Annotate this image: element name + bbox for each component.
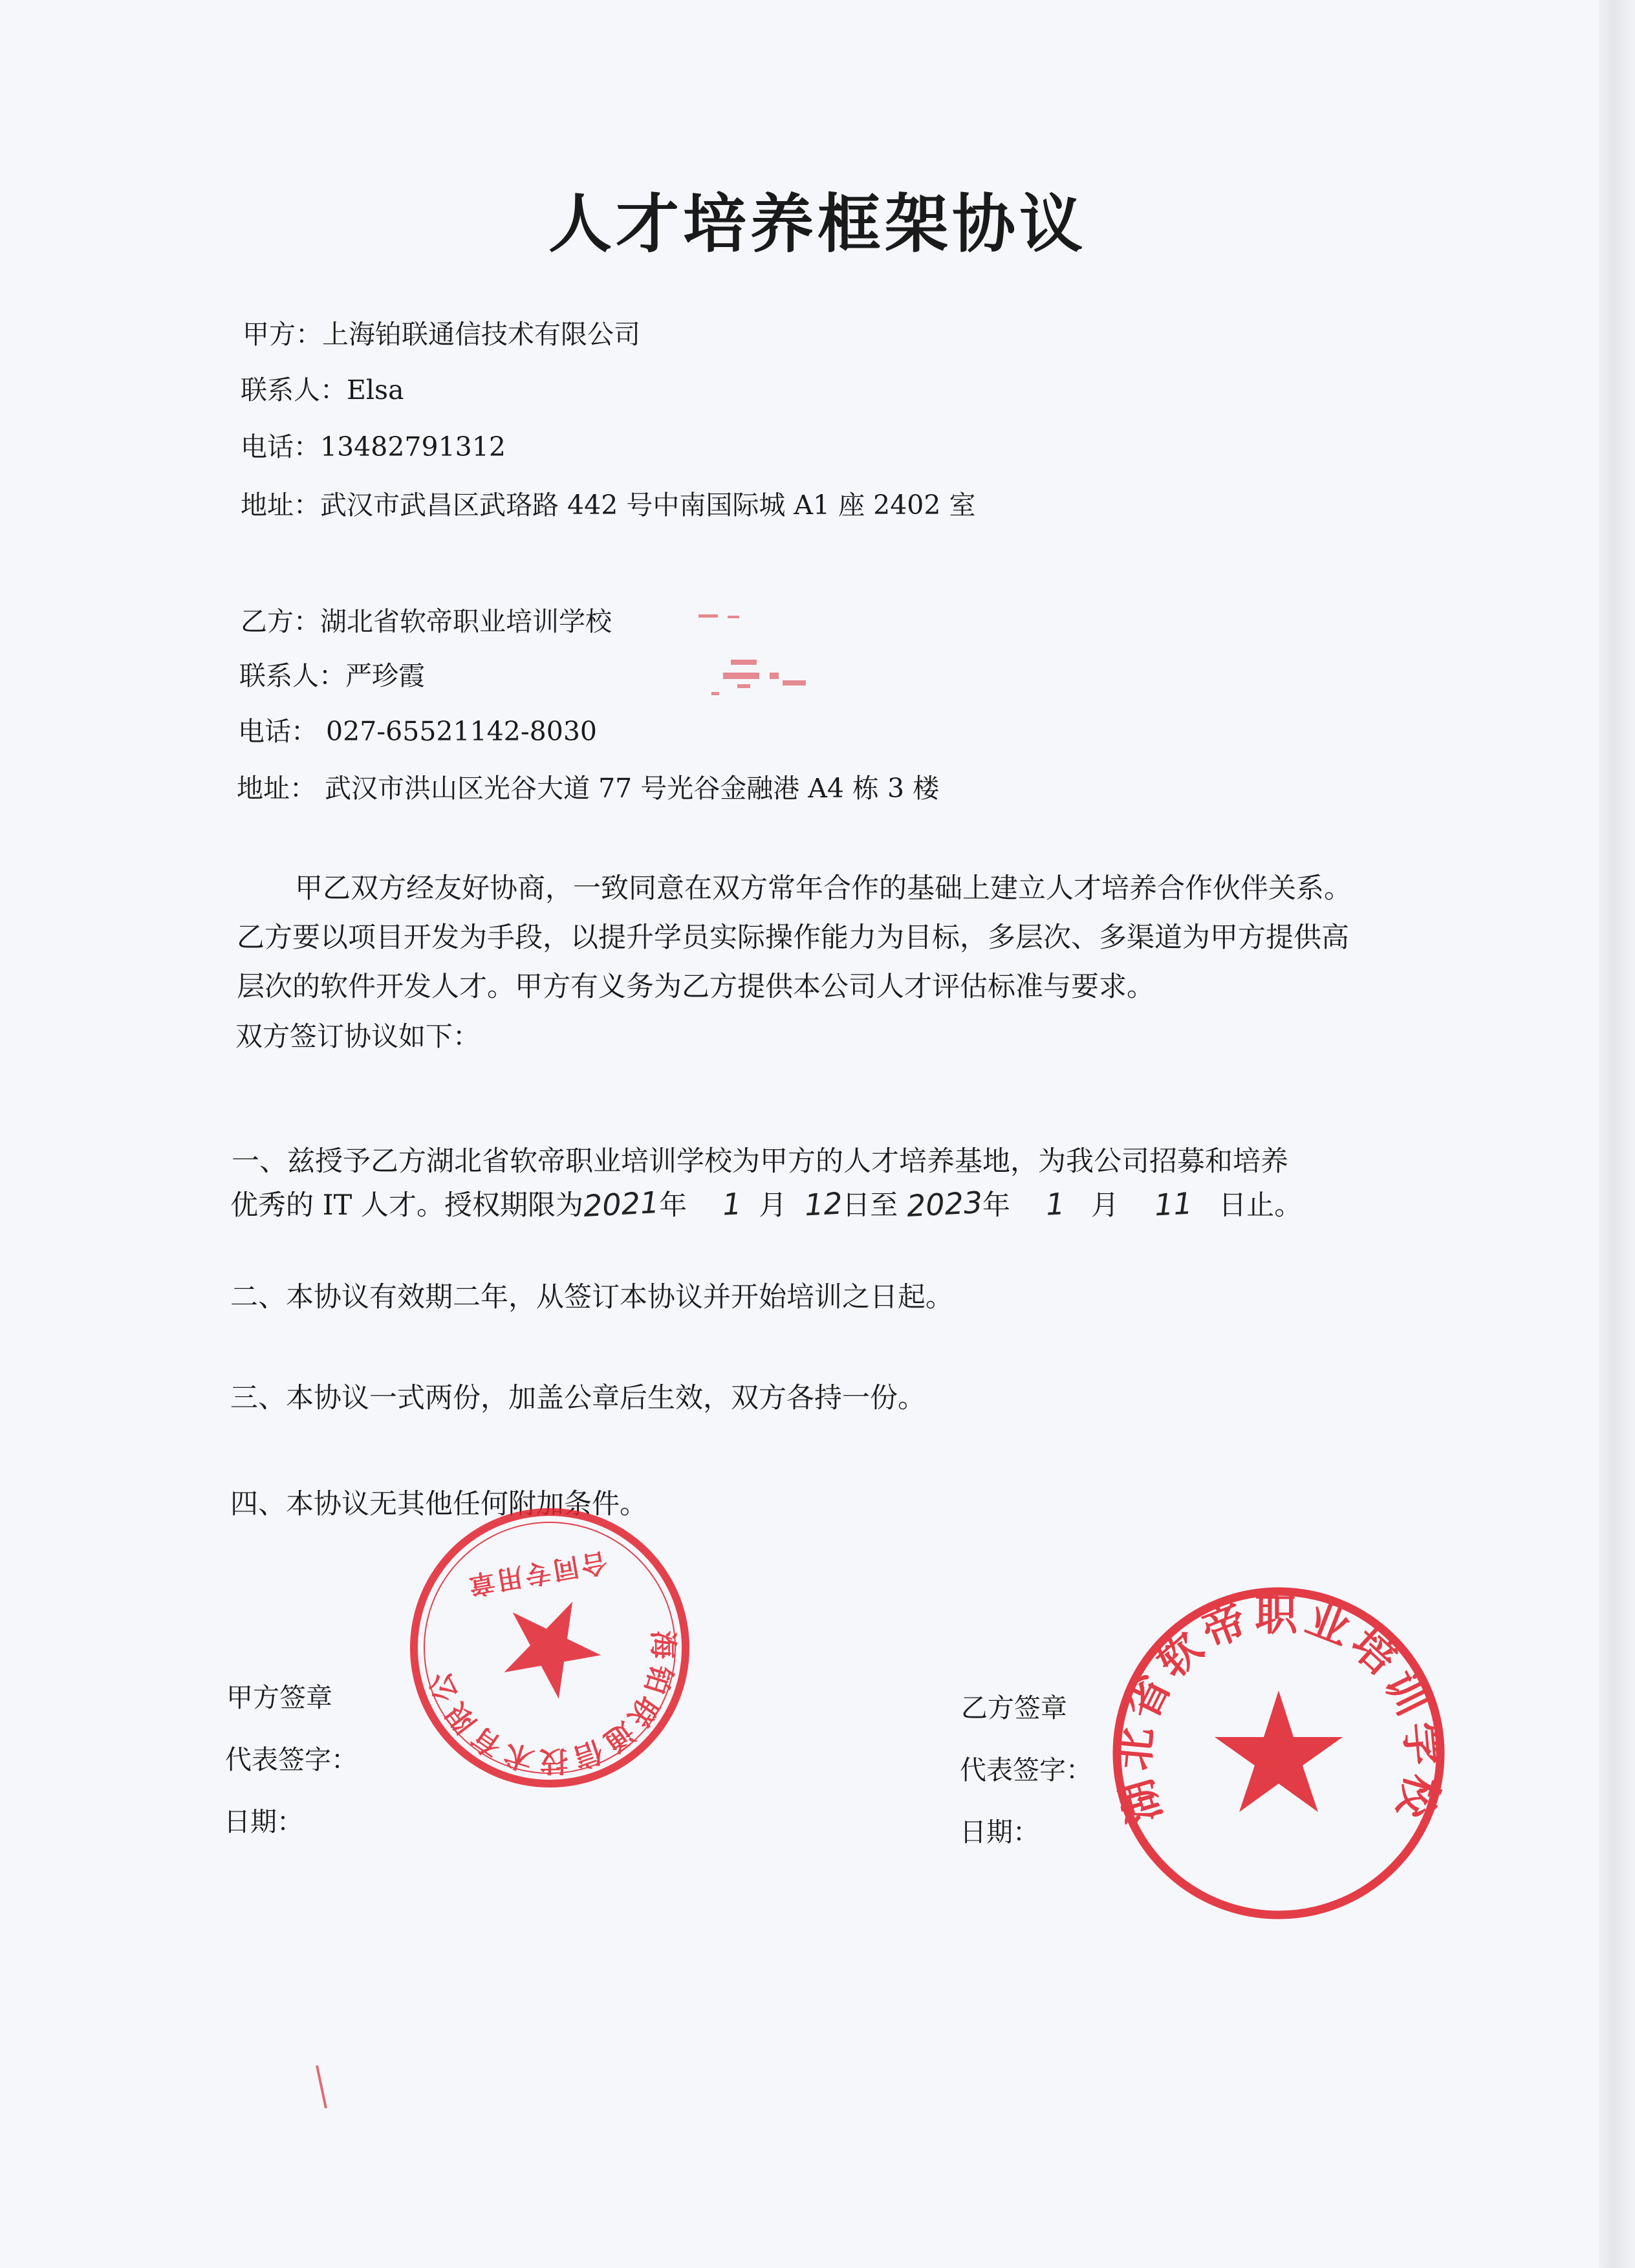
scanned-page-edge xyxy=(1599,0,1635,2268)
end-year: 2023 xyxy=(905,1184,984,1224)
svg-text:湖北省软帝职业培训学校: 湖北省软帝职业培训学校 xyxy=(1108,1590,1449,1829)
clause-1-month-unit: 月 xyxy=(759,1189,787,1222)
start-day: 12 xyxy=(803,1185,843,1223)
party-b-date-label: 日期： xyxy=(960,1817,1039,1848)
start-year: 2021 xyxy=(582,1184,660,1224)
clause-1-year-unit-2: 年 xyxy=(982,1189,1011,1222)
party-a-address: 地址：武汉市武昌区武珞路 442 号中南国际城 A1 座 2402 室 xyxy=(241,490,976,521)
red-ink-marks xyxy=(673,608,828,763)
end-day: 11 xyxy=(1153,1185,1193,1223)
intro-paragraph: 甲乙双方经友好协商，一致同意在双方常年合作的基础上建立人才培养合作伙伴关系。乙方要以项目开发为手段，以提升学员实际操作能力为目标，多层次、多渠道为甲方提供高层次的软件开发人才。甲方有义务为乙方提供本公司人才评估标准与要求。 xyxy=(237,872,1352,1003)
party-b-phone: 电话： 027-65521142-8030 xyxy=(238,716,598,747)
clause-4: 四、本协议无其他任何附加条件。 xyxy=(230,1488,647,1520)
party-b-school-seal xyxy=(1107,1582,1450,1925)
party-b-seal-label: 乙方签章 xyxy=(961,1692,1067,1723)
clause-1-month-unit-2: 月 xyxy=(1091,1189,1120,1222)
party-a-seal-label: 甲方签章 xyxy=(226,1682,332,1713)
party-a-name: 甲方：上海铂联通信技术有限公司 xyxy=(243,319,640,350)
party-b-name: 乙方：湖北省软帝职业培训学校 xyxy=(241,606,612,637)
end-month: 1 xyxy=(1045,1186,1066,1222)
red-pen-mark xyxy=(313,2063,332,2115)
party-a-phone: 电话：13482791312 xyxy=(241,431,506,462)
clause-1-to: 日至 xyxy=(842,1189,898,1222)
start-month: 1 xyxy=(721,1186,742,1222)
party-a-contact: 联系人：Elsa xyxy=(241,374,404,405)
clause-1-line-2 xyxy=(230,1183,1302,1223)
clause-1-end: 日止。 xyxy=(1218,1189,1303,1222)
party-b-contact: 联系人：严珍霞 xyxy=(239,660,425,691)
clause-3: 三、本协议一式两份，加盖公章后生效，双方各持一份。 xyxy=(230,1382,926,1414)
party-a-company-seal xyxy=(401,1499,698,1797)
clause-1-year-unit: 年 xyxy=(659,1189,688,1222)
svg-text:上海铂联通信技术有限公司: 上海铂联通信技术有限公司 xyxy=(422,1630,680,1778)
party-b-address: 地址： 武汉市洪山区光谷大道 77 号光谷金融港 A4 栋 3 楼 xyxy=(237,773,940,804)
clause-1-prefix: 优秀的 IT 人才。授权期限为 xyxy=(230,1189,584,1222)
clause-1-line-1: 一、兹授予乙方湖北省软帝职业培训学校为甲方的人才培养基地，为我公司招募和培养 xyxy=(232,1145,1288,1178)
party-b-rep-label: 代表签字： xyxy=(960,1755,1092,1786)
party-a-rep-label: 代表签字： xyxy=(225,1744,358,1775)
intro-agreement-lead: 双方签订协议如下： xyxy=(235,1021,481,1052)
document-title: 人才培养框架协议 xyxy=(548,188,1087,261)
svg-text:合同专用章: 合同专用章 xyxy=(464,1546,610,1601)
party-a-date-label: 日期： xyxy=(224,1806,303,1837)
clause-2: 二、本协议有效期二年，从签订本协议并开始培训之日起。 xyxy=(230,1281,953,1313)
